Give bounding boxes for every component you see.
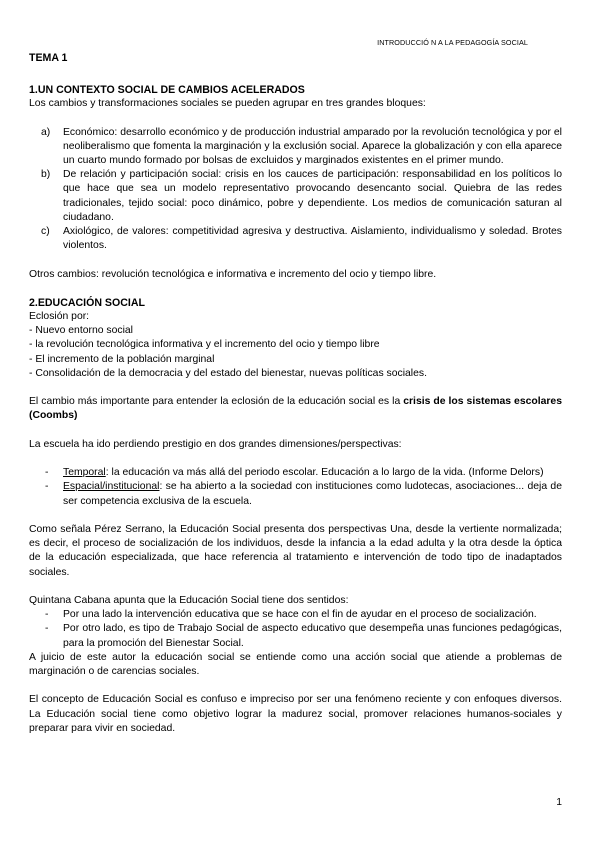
list-marker: - [45,467,49,479]
quintana-list [29,608,562,651]
juicio-paragraph: A juicio de este autor la educación social se entiende como una acción social que atiende a problemas de marginación o de carencias sociales. [29,651,562,677]
list-item-text: Por otro lado, es tipo de Trabajo Social de aspecto educativo que desempeña unas funciones pedagógicas, para la promoción del Bienestar Social. [63,623,562,649]
dimension-text: : la educación va más allá del periodo escolar. Educación a lo largo de la vida. (Informe Delors) [105,467,544,479]
spacer [29,452,562,466]
perez-serrano-paragraph: Como señala Pérez Serrano, la Educación Social presenta dos perspectivas Una, desde la vertiente normalizada; es decir, el proceso de socialización de los individuos, desde la infancia a la edad adulta y la otra desde la óptica de la educación especializada, que hace referencia al tratamiento e intervención de todo tipo de inadaptados sociales. [29,523,562,578]
list-marker: - [45,623,49,635]
spacer [29,580,562,594]
dimension-term: Temporal [63,467,106,479]
list-item-text: Económico: desarrollo económico y de producción industrial amparado por la revolución tecnológica y por el neoliberalismo que fomenta la marginación y la exclusión social. Aparece la globalización y con ella aparece un cuarto mundo formado por bolsas de excluidos y marginados existentes en el primer mundo. [63,126,562,166]
list-item-text: De relación y participación social: crisis en los cauces de participación: responsabilidad en los políticos lo que hace que sea un modelo representativo provocando desencanto social. Quiebra de las redes tradicionales, tejido social: poco dinámico, pobre y dependiente. Los medios de comunicación saturan al ciudadano. [63,169,562,223]
spacer [29,424,562,438]
document-body [29,51,562,736]
spacer [29,679,562,693]
eclosion-item: - Nuevo entorno social [29,325,133,337]
running-header: INTRODUCCIÓ N A LA PEDAGOGÍA SOCIAL [377,38,528,47]
change-item-relacion [29,168,562,225]
section1-heading: 1.UN CONTEXTO SOCIAL DE CAMBIOS ACELERADOS [29,84,305,97]
cambio-paragraph [29,395,562,423]
list-marker: - [45,481,49,493]
quintana-intro: Quintana Cabana apunta que la Educación Social tiene dos sentidos: [29,594,349,606]
list-marker: a) [41,126,51,138]
dimension-term: Espacial/institucional [63,481,160,493]
tema-title: TEMA 1 [29,52,68,64]
spacer [29,253,562,267]
cambio-bold: crisis de los sistemas escolares (Coombs) [29,396,562,422]
list-marker: c) [41,226,50,238]
eclosion-item: - la revolución tecnológica informativa y el incremento del ocio y tiempo libre [29,339,380,351]
other-changes: Otros cambios: revolución tecnológica e informativa e incremento del ocio y tiempo libre. [29,268,437,280]
quintana-item [29,608,562,622]
section1-intro: Los cambios y transformaciones sociales se pueden agrupar en tres grandes bloques: [29,98,426,110]
dimension-text: : se ha abierto a la sociedad con instituciones como ludotecas, asociaciones... deja de ser competencia exclusiva de la escuela. [63,481,562,507]
list-marker: b) [41,169,51,181]
spacer [29,509,562,523]
changes-list [29,126,562,254]
concepto-paragraph: El concepto de Educación Social es confuso e impreciso por ser una fenómeno reciente y con enfoques diversos. La Educación social tiene como objetivo lograr la madurez social, promover relaciones humanos-sociales y preparar para vivir en sociedad. [29,694,562,734]
list-item-text: Por una lado la intervención educativa que se hace con el fin de ayudar en el proceso de socialización. [63,609,537,621]
quintana-item [29,622,562,650]
change-item-economico [29,126,562,169]
eclosion-item: - Consolidación de la democracia y del estado del bienestar, nuevas políticas sociales. [29,367,427,379]
page-number: 1 [556,797,562,808]
escuela-intro: La escuela ha ido perdiendo prestigio en dos grandes dimensiones/perspectivas: [29,438,402,450]
list-marker: - [45,609,49,621]
dimension-espacial [29,480,562,508]
dimensions-list [29,466,562,509]
dimension-temporal [29,466,562,480]
spacer [29,381,562,395]
spacer [29,111,562,125]
eclosion-item: - El incremento de la población marginal [29,353,215,365]
change-item-axiologico [29,225,562,253]
cambio-text: El cambio más importante para entender la eclosión de la educación social es la [29,396,404,408]
list-item-text: Axiológico, de valores: competitividad agresiva y destructiva. Aislamiento, individualismo y soledad. Brotes violentos. [63,226,562,252]
spacer [29,282,562,296]
eclosion-label: Eclosión por: [29,311,90,322]
section2-heading: 2.EDUCACIÓN SOCIAL [29,297,145,309]
